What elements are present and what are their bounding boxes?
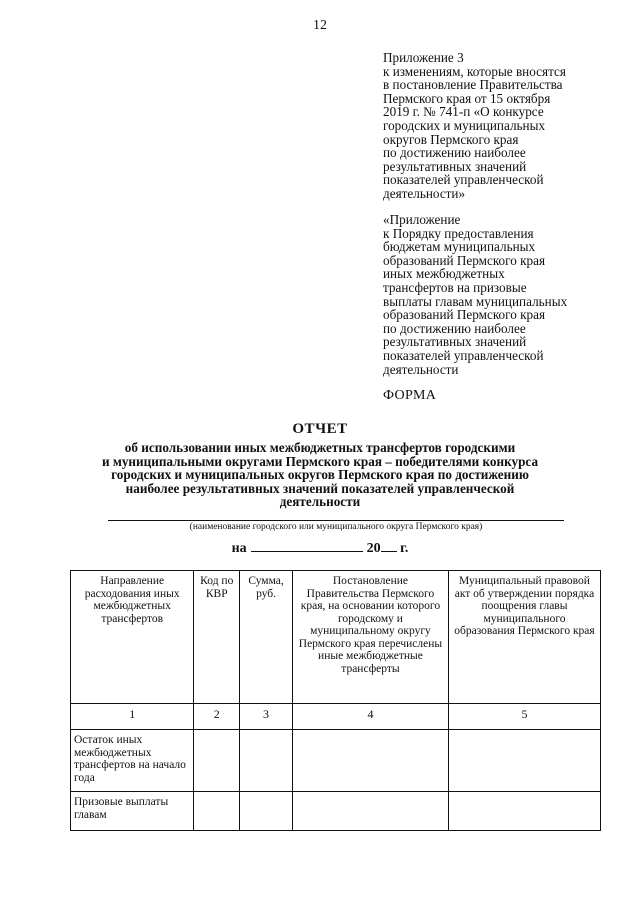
report-table [70,570,601,831]
column-number: 3 [240,704,293,730]
report-date-line [0,539,640,557]
row-label: Призовые выплаты главам [71,792,194,831]
table-cell[interactable] [448,730,600,792]
table-header-row [71,571,601,704]
appendix-order-block [383,213,613,376]
report-subtitle [80,441,560,509]
appendix-3-line: к изменениям, которые вносятся [383,63,566,79]
table-cell[interactable] [292,792,448,831]
appendix-3-line: Приложение 3 [383,50,464,65]
appendix-order-line: «Приложение [383,212,461,227]
appendix-order-line: образований Пермского края [383,252,546,268]
table-row [71,730,601,792]
header-kvr-code: Код по КВР [194,571,240,704]
district-name-caption: (наименование городского или муниципального округа Пермского края) [189,522,483,532]
table-cell[interactable] [194,730,240,792]
subtitle-line: и муниципальными округами Пермского края – победителями конкурса [101,453,539,469]
year-blank-field[interactable] [381,539,397,552]
table-cell[interactable] [292,730,448,792]
subtitle-line: деятельности [279,494,361,510]
appendix-order-line: образований Пермского края [383,307,546,323]
appendix-3-line: деятельности» [383,185,466,201]
appendix-order-line: показателей управленческой [383,347,544,363]
appendix-3-line: по достижению наиболее [383,145,526,161]
appendix-3-line: показателей управленческой [383,172,544,188]
subtitle-line: об использовании иных межбюджетных трансфертов городскими [124,440,516,455]
header-government-resolution: Постановление Правительства Пермского края, на основании которого городскому и муниципальному округу Пермского края перечислены иные межбюджетные трансферты [292,571,448,704]
subtitle-line: наиболее результативных значений показателей управленческой [125,480,515,496]
appendix-3-line: в постановление Правительства [383,77,563,93]
table-row [71,792,601,831]
table-cell[interactable] [194,792,240,831]
appendix-3-line: городских и муниципальных [383,117,546,133]
column-number: 4 [292,704,448,730]
column-number: 2 [194,704,240,730]
table-cell[interactable] [240,792,293,831]
date-blank-field[interactable] [251,539,363,552]
date-prefix: на [231,541,247,556]
report-title: ОТЧЕТ [292,421,348,437]
appendix-order-line: выплаты главам муниципальных [383,293,568,309]
appendix-order-line: к Порядку предоставления [383,225,534,241]
district-name-field[interactable] [108,520,564,521]
column-number: 5 [448,704,600,730]
form-label: ФОРМА [383,388,437,403]
header-municipal-act: Муниципальный правовой акт об утверждении порядка поощрения главы муниципального образования Пермского края [448,571,600,704]
date-year-prefix: 20 [366,541,381,556]
column-numbers-row [71,704,601,730]
appendix-3-line: Пермского края от 15 октября [383,90,551,106]
appendix-order-line: иных межбюджетных [383,266,505,282]
appendix-order-line: бюджетам муниципальных [383,239,536,255]
appendix-order-line: по достижению наиболее [383,320,526,336]
appendix-3-line: 2019 г. № 741-п «О конкурсе [383,104,544,120]
date-suffix: г. [400,541,409,556]
table-cell[interactable] [240,730,293,792]
appendix-order-line: результативных значений [383,334,527,350]
page-number: 12 [313,18,327,33]
column-number: 1 [71,704,194,730]
row-label: Остаток иных межбюджетных трансфертов на начало года [71,730,194,792]
appendix-3-block [383,51,613,201]
header-sum: Сумма, руб. [240,571,293,704]
appendix-order-line: деятельности [383,361,459,377]
appendix-order-line: трансфертов на призовые [383,279,527,295]
table-cell[interactable] [448,792,600,831]
subtitle-line: городских и муниципальных округов Пермского края по достижению [111,467,529,483]
appendix-3-line: округов Пермского края [383,131,519,147]
header-direction: Направление расходования иных межбюджетных трансфертов [71,571,194,704]
appendix-3-line: результативных значений [383,158,527,174]
